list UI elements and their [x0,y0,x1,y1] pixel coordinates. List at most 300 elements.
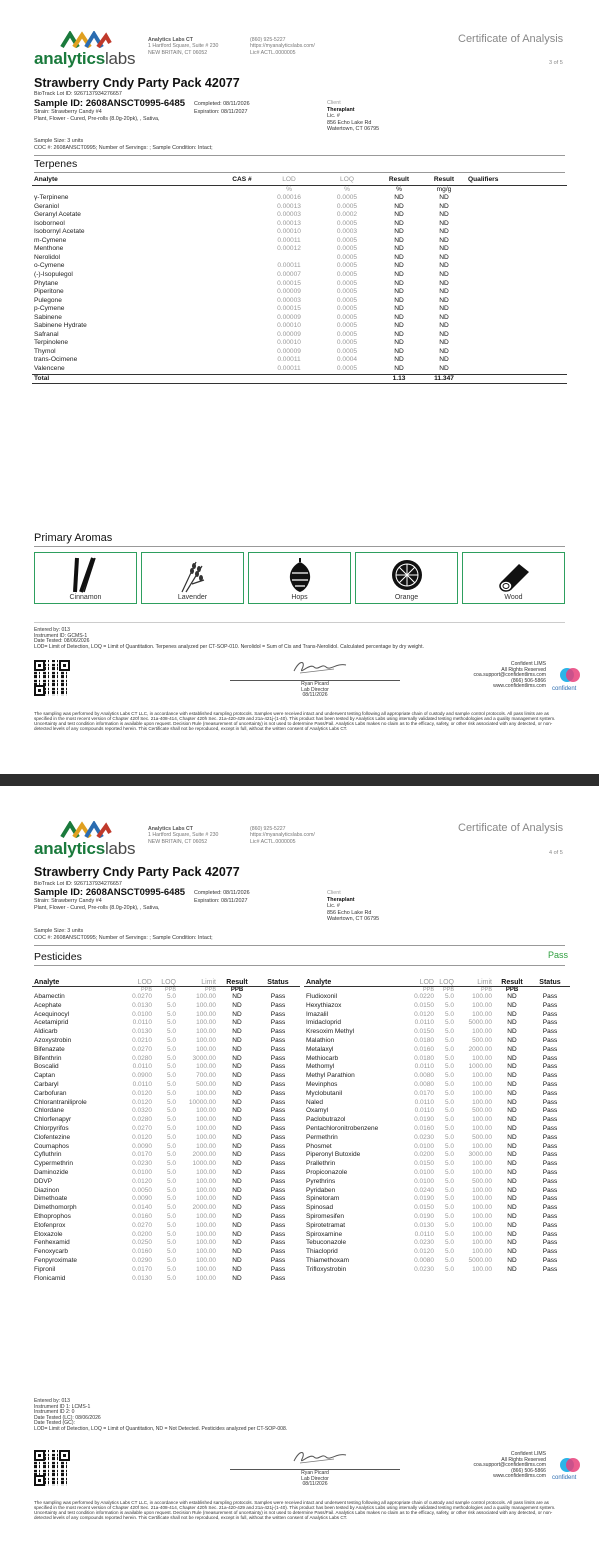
lod-cell: 0.0270 [132,1221,152,1229]
pesticide-row [304,1195,570,1204]
col-analyte: Analyte [34,176,58,183]
pesticide-row [32,1231,300,1240]
analyte-cell: Chlorfenapyr [34,1116,72,1124]
limit-cell: 100.00 [196,1010,216,1018]
aroma-lavender [141,552,244,604]
col-analyte: Analyte [306,979,332,986]
col-qualifiers: Qualifiers [468,176,499,183]
lod-cell: 0.0120 [132,1177,152,1185]
result-pct-cell: ND [394,194,404,202]
loq-cell: 5.0 [166,1116,176,1124]
pesticide-row [32,1151,300,1160]
status-cell: Pass [270,1221,286,1229]
coa-page-3 [0,0,599,774]
wood-icon [497,556,531,594]
lab-address: Analytics Labs CT 1 Hartford Square, Suite # 230 NEW BRITAIN, CT 06052 [148,826,219,845]
status-cell: Pass [542,1265,558,1273]
status-cell: Pass [542,1248,558,1256]
limit-cell: 100.00 [196,1186,216,1194]
result-cell: ND [507,1168,517,1176]
limit-cell: 100.00 [196,1045,216,1053]
analyte-cell: Pentachloronitrobenzene [306,1124,379,1132]
limit-cell: 100.00 [196,1124,216,1132]
loq-cell: 5.0 [166,1160,176,1168]
limit-cell: 700.00 [196,1072,216,1080]
result-mgg-cell: ND [439,228,449,236]
status-cell: Pass [270,1239,286,1247]
limit-cell: 100.00 [196,1248,216,1256]
limit-cell: 100.00 [472,1265,492,1273]
result-cell: ND [507,1098,517,1106]
limit-cell: 100.00 [196,1133,216,1141]
limit-cell: 100.00 [196,1177,216,1185]
analyte-cell: m-Cymene [34,236,67,244]
pesticide-row [304,1072,570,1081]
lod-cell: 0.0120 [414,1010,434,1018]
result-cell: ND [507,1124,517,1132]
status-cell: Pass [542,1239,558,1247]
analyticslabs-logo-icon [60,821,112,839]
limit-cell: 2000.00 [468,1045,492,1053]
loq-cell: 0.0005 [336,288,358,296]
lod-cell: 0.0150 [414,1028,434,1036]
loq-cell: 0.0005 [336,194,358,202]
status-cell: Pass [542,1195,558,1203]
pesticide-row [304,1239,570,1248]
lod-cell: 0.0110 [132,1080,152,1088]
pesticide-row [32,1037,300,1046]
loq-cell: 5.0 [444,1265,454,1273]
pesticide-row [304,1107,570,1116]
analyte-cell: Piperonyl Butoxide [306,1151,361,1159]
status-cell: Pass [270,1195,286,1203]
analyte-cell: Geraniol [34,202,59,210]
pesticide-row [32,1002,300,1011]
status-cell: Pass [542,1089,558,1097]
pesticide-row [304,1011,570,1020]
section-title-terpenes: Terpenes [34,158,78,170]
result-cell: ND [507,1221,517,1229]
total-label: Total [34,374,50,382]
result-cell: ND [232,1204,242,1212]
result-cell: ND [232,1054,242,1062]
lod-cell: 0.00011 [277,356,301,364]
analyte-cell: Imazalil [306,1010,329,1018]
limit-cell: 100.00 [472,1098,492,1106]
pesticide-row [304,1222,570,1231]
loq-cell: 5.0 [166,1142,176,1150]
limit-cell: 100.00 [196,1028,216,1036]
cas-cell [224,280,260,289]
lod-cell: 0.00011 [277,236,301,244]
lod-cell: 0.00007 [277,271,301,279]
result-mgg-cell: ND [439,194,449,202]
result-mgg-cell: ND [439,236,449,244]
unit-r1: % [396,185,402,193]
qualifier-cell [466,339,567,348]
analyte-cell: Piperitone [34,288,64,296]
analyte-cell: Thiacloprid [306,1248,338,1256]
loq-cell: 5.0 [444,1168,454,1176]
lod-cell: 0.0140 [132,1204,152,1212]
lod-cell: 0.00016 [277,194,301,202]
result-mgg-cell: ND [439,305,449,313]
status-cell: Pass [270,1160,286,1168]
loq-cell: 5.0 [444,1116,454,1124]
status-cell: Pass [270,1054,286,1062]
lod-cell: 0.0200 [132,1230,152,1238]
lod-cell [260,254,318,263]
loq-cell: 5.0 [444,1098,454,1106]
analyte-cell: Chlorantraniliprole [34,1098,87,1106]
loq-cell: 5.0 [444,1124,454,1132]
lod-cell: 0.00015 [277,305,301,313]
loq-cell: 5.0 [166,1230,176,1238]
loq-cell: 5.0 [166,1212,176,1220]
signature-icon [290,1447,350,1469]
lod-cell: 0.0160 [132,1248,152,1256]
qr-code[interactable] [34,1450,70,1486]
cas-cell [224,194,260,203]
aroma-label: Wood [504,594,523,601]
limit-cell: 100.00 [472,1028,492,1036]
result-pct-cell: ND [394,245,404,253]
pesticide-row [32,1055,300,1064]
result-cell: ND [232,1010,242,1018]
pesticide-row [304,1187,570,1196]
lod-cell: 0.0100 [414,1142,434,1150]
loq-cell: 5.0 [444,993,454,1000]
loq-cell: 5.0 [166,1221,176,1229]
qr-code[interactable] [34,660,70,696]
pesticide-row [304,1028,570,1037]
analyte-cell: Fenpyroximate [34,1256,77,1264]
lod-cell: 0.0080 [414,1072,434,1080]
pesticide-row [32,1178,300,1187]
result-cell: ND [507,1142,517,1150]
pesticide-row [304,1055,570,1064]
strain: Strain: Strawberry Candy #4 [34,898,102,904]
lod-cell: 0.0270 [132,993,152,1000]
terpene-row [32,245,567,254]
pesticides-table-right: Analyte LOD LOQ Limit Result Status PPB PPB PPB PPB Fludioxonil 0.0220 5.0 100.00 ND Pass Hexythiazox 0.0150 5.0 100.00 ND Pass Imazalil 0.0120 5.0 100.00 ND Pass Imidacloprid 0.0110 5.0 5000.00 ND Pass Kresoxim Methyl 0.0150 5.0 100.00 ND Pass Malathion 0.0180 5.0 500.00 ND Pass Metalaxyl 0.0160 5.0 2000.00 ND Pass Methiocarb 0.0180 5.0 100.00 ND Pass Methomyl 0.0110 5.0 1000.00 ND Pass Methyl Parathion 0.0080 5.0 100.00 ND Pass Mevinphos 0.0080 5.0 100.00 ND Pass Myclobutanil 0.0170 5.0 100.00 ND Pass Naled 0.0110 5.0 100.00 ND Pass Oxamyl 0.0110 5.0 500.00 ND Pass Paclobutrazol 0.0190 5.0 100.00 ND Pass Pentachloronitrobenzene 0.0160 5.0 100.00 ND Pass Permethrin 0.0230 5.0 500.00 ND Pass Phosmet 0.0100 5.0 100.00 ND Pass Piperonyl Butoxide 0.0200 5.0 3000.00 ND Pass Prallethrin 0.0150 5.0 100.00 ND Pass Propiconazole 0.0100 5.0 100.00 ND Pass Pyrethrins 0.0100 5.0 500.00 ND Pass Pyridaben 0.0240 5.0 100.00 ND Pass Spinetoram 0.0190 5.0 100.00 ND Pass Spinosad 0.0150 5.0 100.00 ND Pass Spiromesifen 0.0190 5.0 100.00 ND Pass Spirotetramat 0.0130 5.0 100.00 ND Pass Spiroxamine 0.0110 5.0 100.00 ND Pass Tebuconazole 0.0230 5.0 100.00 ND Pass Thiacloprid 0.0120 5.0 100.00 ND Pass Thiamethoxam 0.0080 5.0 5000.00 ND Pass Trifloxystrobin 0.0230 5.0 100.00 ND Pass [304,979,570,1275]
col-loq: LOQ [340,176,354,183]
terpene-row [32,271,567,280]
result-mgg-cell: ND [439,202,449,210]
analyte-cell: Pulegone [34,296,62,304]
qualifier-cell [466,365,567,374]
analyte-cell: Clofentezine [34,1133,71,1141]
result-cell: ND [507,1089,517,1097]
pesticide-row [32,1239,300,1248]
loq-cell: 0.0005 [336,305,358,313]
lod-cell: 0.0100 [132,1010,152,1018]
pesticide-row [32,1107,300,1116]
limit-cell: 100.00 [472,1160,492,1168]
limit-cell: 3000.00 [192,1054,216,1062]
limit-cell: 100.00 [196,1107,216,1115]
status-cell: Pass [542,1256,558,1264]
limit-cell: 100.00 [196,1001,216,1009]
loq-cell: 0.0003 [336,228,358,236]
status-cell: Pass [270,1142,286,1150]
result-cell: ND [232,1248,242,1256]
terpene-row [32,262,567,271]
loq-cell: 5.0 [166,1265,176,1273]
status-cell: Pass [542,1019,558,1027]
confident-lims-contact: Confident LIMS All Rights Reserved coa.support@confidentlims.com (866) 506-5866 www.confidentlims.com [473,661,546,690]
analyte-cell: Kresoxim Methyl [306,1028,355,1036]
limit-cell: 500.00 [472,1177,492,1185]
pesticide-row [32,1011,300,1020]
lod-cell: 0.0100 [414,1177,434,1185]
status-cell: Pass [542,1116,558,1124]
analyte-cell: Imidacloprid [306,1019,342,1027]
disclaimer: The sampling was performed by Analytics Labs CT LLC, in accordance with established sampling protocols. Samples were received intact and underwent testing following all appropriate chain of custody and sample control protocols. All pass limits are as specified in the most recent version of Chapter 420f Sec. 21a-408-414, Chapter 420h Sec. 21a-420-429 and 21a-421j-(1-40). This product has been tested by Analytics Labs using internally validated testing methodologies and a quality management system. Uncertainty and test condition information is available upon request. Decision Rule (measurement of uncertainty) is not used to determine Pass/Fail. Analytics Labs makes no claim as to the efficacy, safety, or other risk associated with any detected, or non-detected levels of any compounds reported herein. This Certificate shall not be reproduced, except in full, without the written consent of Analytics Labs CT. [34,711,556,731]
lod-cell: 0.0270 [132,1124,152,1132]
lod-cell: 0.0160 [414,1124,434,1132]
status-cell: Pass [542,1124,558,1132]
loq-cell: 5.0 [444,1186,454,1194]
status-cell: Pass [542,1133,558,1141]
result-cell: ND [232,1265,242,1273]
result-pct-cell: ND [394,322,404,330]
limit-cell: 10000.00 [188,1098,216,1106]
pesticide-row [304,1090,570,1099]
coc: COC #: 2608ANSCT0995; Number of Servings: ; Sample Condition: Intact; [34,145,213,151]
loq-cell: 0.0005 [336,253,358,261]
status-cell: Pass [270,1010,286,1018]
loq-cell: 5.0 [444,1221,454,1229]
limit-cell: 100.00 [196,993,216,1000]
pesticide-row [304,993,570,1002]
pesticide-row [32,1072,300,1081]
result-cell: ND [232,1072,242,1080]
lod-cell: 0.0120 [414,1248,434,1256]
pesticide-row [304,1081,570,1090]
pesticide-row [32,1019,300,1028]
primary-aromas-title: Primary Aromas [34,532,113,544]
loq-cell: 5.0 [166,1010,176,1018]
qualifier-cell [466,228,567,237]
status-cell: Pass [542,1221,558,1229]
analyte-cell: Dimethoate [34,1195,68,1203]
lod-cell: 0.0190 [414,1116,434,1124]
confident-lims-contact: Confident LIMS All Rights Reserved coa.support@confidentlims.com (866) 506-5866 www.confidentlims.com [473,1451,546,1480]
lod-cell: 0.0190 [414,1195,434,1203]
result-mgg-cell: ND [439,288,449,296]
pesticide-row [304,1099,570,1108]
analyte-cell: Spirotetramat [306,1221,346,1229]
result-pct-cell: ND [394,313,404,321]
lod-cell: 0.0320 [132,1107,152,1115]
lod-cell: 0.0230 [414,1265,434,1273]
status-cell: Pass [270,1036,286,1044]
lod-cell: 0.00009 [277,347,301,355]
terpene-row [32,305,567,314]
lod-cell: 0.0180 [414,1036,434,1044]
signature-icon [290,657,350,679]
lod-cell: 0.00009 [277,313,301,321]
pesticide-row [32,1195,300,1204]
result-mgg-cell: ND [439,253,449,261]
qualifier-cell [466,245,567,254]
pesticide-row [32,1063,300,1072]
lod-cell: 0.0110 [132,1063,152,1071]
result-pct-cell: ND [394,279,404,287]
limit-cell: 100.00 [472,1221,492,1229]
status-cell: Pass [542,1186,558,1194]
terpene-row [32,297,567,306]
loq-cell: 5.0 [166,1028,176,1036]
pesticide-row [32,993,300,1002]
cas-cell [224,271,260,280]
cas-cell [224,365,260,374]
loq-cell: 0.0005 [336,339,358,347]
result-cell: ND [232,1019,242,1027]
qualifier-cell [466,203,567,212]
result-cell: ND [232,1230,242,1238]
product-name: Strawberry Cndy Party Pack 42077 [34,76,240,90]
result-cell: ND [507,1177,517,1185]
status-cell: Pass [542,1204,558,1212]
result-cell: ND [232,1089,242,1097]
status-cell: Pass [270,1265,286,1273]
analyte-cell: Acetamiprid [34,1019,69,1027]
pesticide-row [304,1213,570,1222]
analyte-cell: γ-Terpinene [34,194,69,202]
status-cell: Pass [270,1212,286,1220]
result-cell: ND [232,1080,242,1088]
analyte-cell: Trifloxystrobin [306,1265,347,1273]
result-cell: ND [507,1239,517,1247]
status-cell: Pass [542,1080,558,1088]
col-limit: Limit [201,979,216,986]
result-cell: ND [507,1160,517,1168]
result-cell: ND [507,1186,517,1194]
status-cell: Pass [270,1256,286,1264]
analyte-cell: Paclobutrazol [306,1116,346,1124]
lab-contact: (860) 925-5227 https://myanalyticslabs.com/ Lic# ACTL.0000005 [250,826,315,845]
result-cell: ND [232,1098,242,1106]
confident-logo-icon [558,666,582,686]
loq-cell: 5.0 [444,1160,454,1168]
analyte-cell: Spiroxamine [306,1230,343,1238]
loq-cell: 5.0 [444,1151,454,1159]
aroma-hops [248,552,351,604]
pesticide-row [304,1248,570,1257]
lod-cell: 0.0080 [414,1256,434,1264]
cas-cell [224,237,260,246]
doc-title: Certificate of Analysis [458,822,564,834]
pesticide-row [304,1116,570,1125]
limit-cell: 5000.00 [468,1256,492,1264]
loq-cell: 5.0 [166,1036,176,1044]
lod-cell: 0.0230 [414,1239,434,1247]
result-mgg-cell: ND [439,279,449,287]
pesticide-row [32,1275,300,1284]
lod-cell: 0.0150 [414,1001,434,1009]
unit-lod: % [286,185,292,193]
loq-cell: 5.0 [166,1195,176,1203]
aroma-label: Orange [394,594,419,601]
pesticide-row [304,1204,570,1213]
result-cell: ND [507,1107,517,1115]
pesticide-row [32,1090,300,1099]
loq-cell: 0.0005 [336,219,358,227]
result-cell: ND [232,1221,242,1229]
lod-cell: 0.0090 [132,1195,152,1203]
result-mgg-cell: ND [439,339,449,347]
loq-cell: 5.0 [444,1133,454,1141]
analyte-cell: Prallethrin [306,1160,336,1168]
limit-cell: 100.00 [472,993,492,1000]
analyte-cell: Naled [306,1098,323,1106]
pesticide-row [304,1019,570,1028]
loq-cell: 5.0 [166,1124,176,1132]
status-cell: Pass [270,1045,286,1053]
result-pct-cell: ND [394,236,404,244]
col-loq: LOQ [439,979,454,986]
analyte-cell: (-)-Isopulegol [34,271,73,279]
pesticide-row [304,1169,570,1178]
terpene-row [32,203,567,212]
limit-cell: 100.00 [472,1142,492,1150]
limit-cell: 1000.00 [468,1063,492,1071]
analyte-cell: Pyrethrins [306,1177,336,1185]
col-status: Status [539,979,561,986]
lod-cell: 0.0120 [132,1089,152,1097]
lod-cell: 0.0050 [132,1186,152,1194]
status-cell: Pass [270,1204,286,1212]
loq-cell: 0.0005 [336,365,358,373]
loq-cell: 5.0 [166,1168,176,1176]
result-pct-cell: ND [394,219,404,227]
loq-cell: 0.0005 [336,236,358,244]
status-cell: Pass [270,1072,286,1080]
qualifier-cell [466,331,567,340]
status-cell: Pass [270,1177,286,1185]
qualifier-cell [466,254,567,263]
lod-cell: 0.0170 [132,1265,152,1273]
loq-cell: 5.0 [166,1098,176,1106]
analyte-cell: Safranal [34,330,59,338]
loq-cell: 0.0005 [336,262,358,270]
analyte-cell: Fipronil [34,1265,56,1273]
result-cell: ND [507,1195,517,1203]
status-cell: Pass [270,1098,286,1106]
lab-address: Analytics Labs CT 1 Hartford Square, Suite # 230 NEW BRITAIN, CT 06052 [148,37,219,56]
loq-cell: 5.0 [444,1204,454,1212]
result-cell: ND [507,1133,517,1141]
loq-cell: 0.0004 [336,356,358,364]
result-mgg-cell: ND [439,211,449,219]
aroma-label: Lavender [177,594,208,601]
pesticide-row [32,1116,300,1125]
lod-cell: 0.0110 [414,1019,434,1027]
result-pct-cell: ND [394,202,404,210]
loq-cell: 5.0 [444,1028,454,1036]
result-cell: ND [232,1028,242,1036]
status-cell: Pass [270,1186,286,1194]
expiration-date: Expiration: 08/11/2027 [194,109,248,115]
lod-cell: 0.0150 [414,1204,434,1212]
limit-cell: 2000.00 [192,1151,216,1159]
limit-cell: 100.00 [472,1212,492,1220]
analyte-cell: Isobornyl Acetate [34,228,85,236]
analyte-cell: o-Cymene [34,262,65,270]
analyte-cell: Fludioxonil [306,993,338,1000]
